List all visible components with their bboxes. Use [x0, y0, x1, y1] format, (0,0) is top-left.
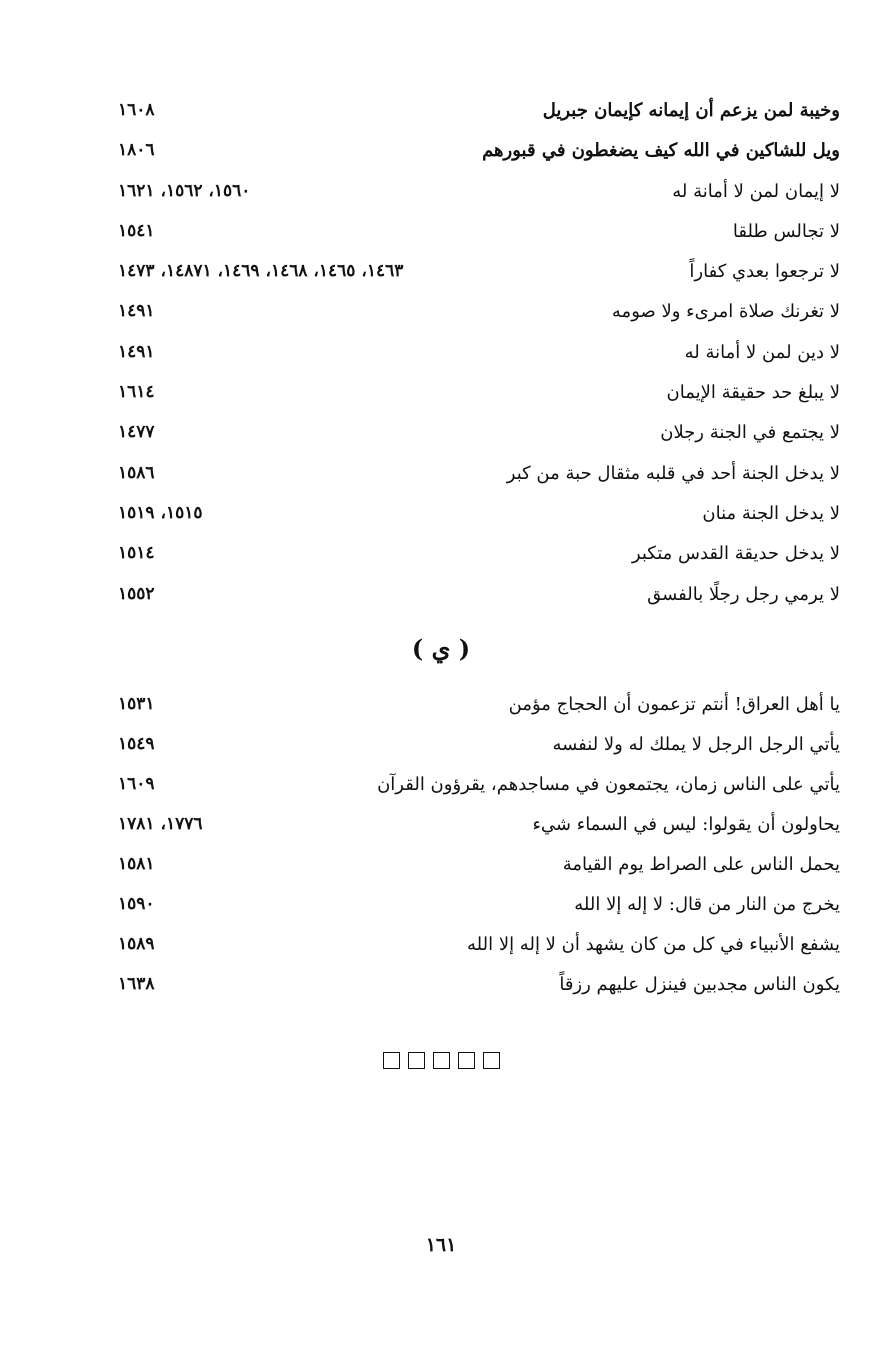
hadith-index-list-bottom — [118, 690, 840, 1010]
index-entry — [118, 580, 840, 620]
hadith-refs: ١٦٣٨ — [118, 974, 155, 994]
hadith-text: يأتي الرجل الرجل لا يملك له ولا لنفسه — [552, 734, 840, 755]
square-ornament-icon — [408, 1052, 425, 1069]
square-ornament-icon — [383, 1052, 400, 1069]
hadith-text: لا دين لمن لا أمانة له — [684, 341, 840, 363]
hadith-text: ويل للشاكين في الله كيف يضغطون في قبورهم — [482, 140, 840, 162]
index-entry — [118, 257, 840, 297]
hadith-refs: ١٥٨١ — [118, 854, 155, 874]
hadith-refs: ١٥٦٠، ١٥٦٢، ١٦٢١ — [118, 180, 251, 201]
hadith-refs: ١٤٦٣، ١٤٦٥، ١٤٦٨، ١٤٦٩، ١٤٨٧١، ١٤٧٣ — [118, 261, 404, 282]
hadith-index-list-top — [118, 96, 840, 620]
hadith-refs: ١٤٧٧ — [118, 422, 155, 443]
hadith-text: يحمل الناس على الصراط يوم القيامة — [562, 854, 840, 875]
index-entry — [118, 136, 840, 176]
hadith-text: يشفع الأنبياء في كل من كان يشهد أن لا إله إلا الله — [467, 934, 840, 955]
index-entry — [118, 217, 840, 257]
end-of-section-marker — [0, 1052, 882, 1073]
square-ornament-icon — [433, 1052, 450, 1069]
hadith-refs: ١٧٧٦، ١٧٨١ — [118, 814, 203, 834]
hadith-refs: ١٥٩٠ — [118, 894, 155, 914]
hadith-refs: ١٥٤١ — [118, 220, 155, 241]
hadith-text: لا يرمي رجل رجلًا بالفسق — [647, 583, 840, 605]
hadith-text: لا ترجعوا بعدي كفاراً — [689, 261, 840, 283]
index-entry — [118, 930, 840, 970]
hadith-text: لا يبلغ حد حقيقة الإيمان — [666, 382, 840, 404]
hadith-refs: ١٥١٥، ١٥١٩ — [118, 502, 203, 523]
index-entry — [118, 810, 840, 850]
index-entry — [118, 499, 840, 539]
hadith-text: لا يدخل حديقة القدس متكبر — [631, 543, 840, 565]
page-number: ١٦١ — [425, 1234, 457, 1256]
hadith-refs: ١٥٨٩ — [118, 934, 155, 954]
hadith-text: لا تغرنك صلاة امرىء ولا صومه — [611, 301, 840, 323]
hadith-text: لا يدخل الجنة أحد في قلبه مثقال حبة من كبر — [506, 462, 840, 484]
square-ornament-icon — [458, 1052, 475, 1069]
hadith-text: يأتي على الناس زمان، يجتمعون في مساجدهم، يقرؤون القرآن — [377, 774, 840, 795]
index-entry — [118, 730, 840, 770]
index-entry — [118, 850, 840, 890]
index-entry — [118, 96, 840, 136]
index-entry — [118, 459, 840, 499]
hadith-text: يخرج من النار من قال: لا إله إلا الله — [574, 894, 840, 915]
index-entry — [118, 770, 840, 810]
index-entry — [118, 890, 840, 930]
index-entry — [118, 539, 840, 579]
index-entry — [118, 418, 840, 458]
hadith-refs: ١٥٥٢ — [118, 583, 155, 604]
hadith-refs: ١٤٩١ — [118, 341, 155, 362]
hadith-refs: ١٥٨٦ — [118, 462, 155, 483]
hadith-text: يا أهل العراق! أنتم تزعمون أن الحجاج مؤمن — [508, 694, 840, 715]
hadith-text: لا يجتمع في الجنة رجلان — [660, 422, 840, 444]
hadith-refs: ١٥٤٩ — [118, 734, 155, 754]
index-entry — [118, 970, 840, 1010]
index-entry — [118, 338, 840, 378]
hadith-text: لا يدخل الجنة منان — [702, 502, 840, 524]
index-entry — [118, 378, 840, 418]
hadith-refs: ١٦٠٩ — [118, 774, 155, 794]
hadith-text: يحاولون أن يقولوا: ليس في السماء شيء — [532, 814, 840, 835]
hadith-refs: ١٨٠٦ — [118, 140, 155, 161]
index-entry — [118, 690, 840, 730]
square-ornament-icon — [483, 1052, 500, 1069]
hadith-refs: ١٥١٤ — [118, 543, 155, 564]
hadith-refs: ١٦١٤ — [118, 382, 155, 403]
hadith-text: لا تجالس طلقا — [732, 220, 840, 242]
index-entry — [118, 297, 840, 337]
hadith-refs: ١٦٠٨ — [118, 100, 155, 120]
hadith-refs: ١٤٩١ — [118, 301, 155, 322]
hadith-refs: ١٥٣١ — [118, 694, 155, 714]
hadith-text: لا إيمان لمن لا أمانة له — [672, 180, 840, 202]
section-letter-heading: ( ي ) — [411, 634, 471, 663]
hadith-text: وخيبة لمن يزعم أن إيمانه كإيمان جبريل — [542, 100, 840, 121]
hadith-text: يكون الناس مجدبين فينزل عليهم رزقاً — [559, 974, 840, 995]
index-entry — [118, 177, 840, 217]
